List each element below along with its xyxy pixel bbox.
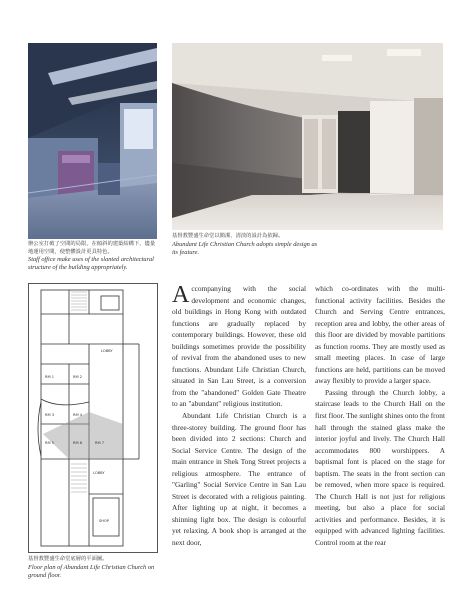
caption-en: Abundant Life Christian Church adopts simple design as its feature. <box>172 240 318 256</box>
caption-church-lobby <box>172 233 322 257</box>
plan-label-lobby: LOBBY <box>101 349 113 353</box>
paragraph-1-text: ccompanying with the social development and economic changes, old buildings in Hong Kong with outdated functions are gradually replaced by contemporary buildings. However, these old buildings sometimes provide the possibility of revival from the abandoned uses to new functions. Abundant Life Christian Church, situated in San Lau Street, is a conversion from the "abandoned" Golden Gate Theatre to an "abundant" religious institution. <box>172 284 306 409</box>
caption-zh: 基督教豐盛生命堂底層的平面圖。 <box>28 556 108 562</box>
drop-cap: A <box>172 282 190 308</box>
article-paragraph-3: Passing through the Church lobby, a staircase leads to the Church Hall on the first floor. The sunlight shines onto the front hall through the stained glass make the interior joyful and lively. The Church Hall accommodates 800 worshippers. A baptismal font is placed on the stage for baptism. The seats in the front section can be removed, when more space is required. The Church Hall is not just for religious meeting, but also a place for social activities and performance. Besides, it is equipped with advanced lighting facilities. Control room at the rear <box>315 387 445 548</box>
article-paragraph-1 <box>172 283 306 410</box>
caption-zh: 辦公室打破了空間的局限，在傾斜的建築結構下，儘量地運用空間，使整體設計更具特色。 <box>28 241 156 255</box>
plan-label-rm1: RM 1 <box>45 375 55 379</box>
plan-label-rm4: RM 4 <box>73 413 83 417</box>
plan-label-rm6: RM 6 <box>73 441 83 445</box>
caption-staff-office <box>28 241 158 272</box>
plan-label-rm3: RM 3 <box>45 413 55 417</box>
photo-staff-office <box>28 43 157 239</box>
plan-label-rm2: RM 2 <box>73 375 83 379</box>
plan-label-lobby-2: LOBBY <box>93 471 105 475</box>
caption-en: Staff office make uses of the slanted architectural structure of the building appropriately. <box>28 256 154 271</box>
article-column-left <box>172 283 306 588</box>
article-paragraph-2-cont: which co-ordinates with the multi-functional activity facilities. Besides the Church and Serving Centre entrances, reception area and lobby, the other areas of this floor are divided by movable partitions as function rooms. They are mostly used as small meeting places. In case of large functions are held, partitions can be moved away flexibly to provide a larger space. <box>315 284 445 386</box>
article-column-right <box>315 283 445 588</box>
article-paragraph-2: Abundant Life Christian Church is a three-storey building. The ground floor has been divided into 2 sections: Church and Social Service Centre. The design of the main entrance in Shek Tong Street projects a religious atmosphere. The entrance of "Garling" Social Service Centre in San Lau Street is decorated with a religious painting. After lighting up at night, it becomes a shinning light box. The design is colourful yet relaxing. A book shop is arranged at the next door, <box>172 411 306 548</box>
plan-label-shop: SHOP <box>99 519 109 523</box>
plan-label-rm5: RM 5 <box>45 441 55 445</box>
caption-floor-plan <box>28 556 158 580</box>
caption-zh: 基督教豐盛生命堂以簡潔、清淡的設計為依歸。 <box>172 233 284 239</box>
caption-en: Floor plan of Abundant Life Christian Church on ground floor. <box>28 563 155 579</box>
floor-plan-diagram <box>28 283 158 553</box>
photo-church-lobby <box>172 43 443 230</box>
plan-label-rm7: RM 7 <box>95 441 105 445</box>
